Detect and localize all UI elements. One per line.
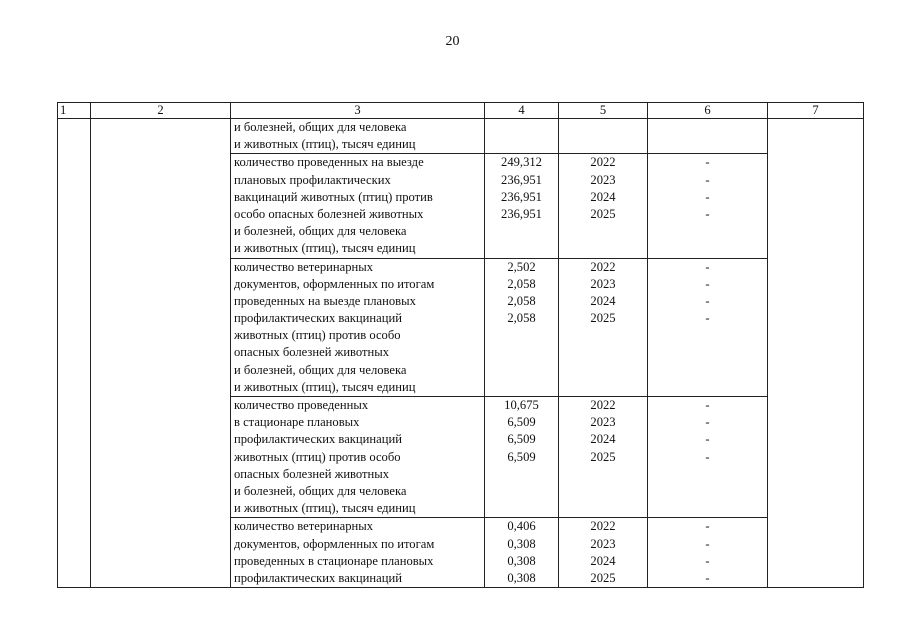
column-number-7: 7	[768, 103, 864, 119]
description-line: документов, оформленных по итогам	[234, 276, 435, 291]
indicator-note	[648, 397, 768, 518]
indicator-year	[559, 119, 648, 154]
column-number-row	[58, 103, 864, 119]
indicator-value	[485, 154, 559, 258]
description-line: проведенных на выезде плановых	[234, 293, 416, 308]
description-line: вакцинаций животных (птиц) против	[234, 189, 433, 204]
description-line: плановых профилактических	[234, 172, 391, 187]
indicator-value-line: 0,308	[507, 570, 536, 585]
description-line: особо опасных болезней животных	[234, 206, 424, 221]
indicator-note-line: -	[705, 276, 710, 291]
indicator-year-line: 2023	[590, 172, 616, 187]
indicator-value-line: 236,951	[501, 206, 542, 221]
column-1-cell	[58, 119, 91, 588]
description-line: и животных (птиц), тысяч единиц	[234, 501, 416, 516]
column-number-6: 6	[648, 103, 768, 119]
column-number-4: 4	[485, 103, 559, 119]
table-row	[58, 119, 864, 154]
indicator-note-line: -	[705, 398, 710, 412]
indicator-year-line: 2025	[590, 311, 616, 326]
indicator-year-line: 2024	[590, 432, 616, 447]
indicator-note-line: -	[705, 449, 710, 464]
indicator-value	[485, 397, 559, 518]
indicator-value-line: 6,509	[507, 432, 536, 447]
indicator-value	[485, 119, 559, 154]
indicator-year	[559, 258, 648, 397]
indicator-note-line: -	[705, 172, 710, 187]
column-number-5: 5	[559, 103, 648, 119]
indicator-value-line: 6,509	[507, 415, 536, 430]
indicator-note	[648, 258, 768, 397]
indicator-note-line: -	[705, 206, 710, 221]
indicator-year-line: 2022	[590, 259, 616, 274]
indicator-note-line: -	[705, 536, 710, 551]
indicator-year-line: 2025	[590, 206, 616, 221]
indicator-note-line: -	[705, 311, 710, 326]
description-line: количество проведенных	[234, 398, 369, 412]
indicator-value	[485, 258, 559, 397]
column-number-2: 2	[91, 103, 231, 119]
indicator-year-line: 2023	[590, 415, 616, 430]
indicator-year-line: 2022	[590, 519, 616, 534]
indicator-note-line: -	[705, 293, 710, 308]
description-line: профилактических вакцинаций	[234, 432, 402, 447]
indicator-description	[231, 518, 485, 588]
description-line: количество проведенных на выезде	[234, 155, 424, 170]
indicator-value-line: 6,509	[507, 449, 536, 464]
description-line: животных (птиц) против особо	[234, 449, 401, 464]
indicator-value-line: 0,406	[507, 519, 536, 534]
indicator-note	[648, 119, 768, 154]
description-line: количество ветеринарных	[234, 259, 373, 274]
indicator-note-line: -	[705, 155, 710, 170]
indicator-note-line: -	[705, 189, 710, 204]
indicator-description	[231, 154, 485, 258]
indicator-year-line: 2022	[590, 398, 616, 412]
indicator-year-line: 2025	[590, 570, 616, 585]
indicator-year	[559, 397, 648, 518]
indicator-value-line: 236,951	[501, 189, 542, 204]
indicator-year	[559, 154, 648, 258]
indicator-year-line: 2023	[590, 276, 616, 291]
description-line: в стационаре плановых	[234, 415, 360, 430]
description-line: и болезней, общих для человека	[234, 483, 407, 498]
indicator-value-line: 2,058	[507, 276, 536, 291]
indicator-note-line: -	[705, 432, 710, 447]
description-line: проведенных в стационаре плановых	[234, 553, 434, 568]
page-number: 20	[445, 34, 460, 49]
description-line: количество ветеринарных	[234, 519, 373, 534]
column-number-1: 1	[58, 103, 91, 119]
indicator-year	[559, 518, 648, 588]
description-line: животных (птиц) против особо	[234, 328, 401, 343]
indicator-note-line: -	[705, 553, 710, 568]
indicator-note	[648, 518, 768, 588]
indicator-year-line: 2024	[590, 553, 616, 568]
indicator-year-line: 2024	[590, 189, 616, 204]
indicator-year-line: 2024	[590, 293, 616, 308]
description-line: профилактических вакцинаций	[234, 311, 402, 326]
indicator-description	[231, 119, 485, 154]
indicator-note-line: -	[705, 570, 710, 585]
column-2-cell	[91, 119, 231, 588]
description-line: и болезней, общих для человека	[234, 362, 407, 377]
description-line: опасных болезней животных	[234, 466, 390, 481]
description-line: и болезней, общих для человека	[234, 120, 407, 134]
indicator-description	[231, 258, 485, 397]
indicator-value-line: 0,308	[507, 553, 536, 568]
indicator-year-line: 2022	[590, 155, 616, 170]
indicator-table	[57, 102, 864, 588]
column-number-3: 3	[231, 103, 485, 119]
description-line: опасных болезней животных	[234, 345, 390, 360]
indicator-year-line: 2025	[590, 449, 616, 464]
column-7-cell	[768, 119, 864, 588]
indicator-note-line: -	[705, 259, 710, 274]
indicator-description	[231, 397, 485, 518]
description-line: и болезней, общих для человека	[234, 224, 407, 239]
description-line: документов, оформленных по итогам	[234, 536, 435, 551]
indicator-value-line: 249,312	[501, 155, 542, 170]
indicator-value-line: 236,951	[501, 172, 542, 187]
indicator-value-line: 2,058	[507, 293, 536, 308]
indicator-value-line: 0,308	[507, 536, 536, 551]
description-line: и животных (птиц), тысяч единиц	[234, 241, 416, 256]
description-line: и животных (птиц), тысяч единиц	[234, 137, 416, 152]
indicator-note-line: -	[705, 519, 710, 534]
indicator-value-line: 2,058	[507, 311, 536, 326]
description-line: и животных (птиц), тысяч единиц	[234, 379, 416, 394]
indicator-value-line: 10,675	[504, 398, 539, 412]
indicator-year-line: 2023	[590, 536, 616, 551]
description-line: профилактических вакцинаций	[234, 570, 402, 585]
indicator-value-line: 2,502	[507, 259, 536, 274]
indicator-note-line: -	[705, 415, 710, 430]
indicator-note	[648, 154, 768, 258]
indicator-value	[485, 518, 559, 588]
